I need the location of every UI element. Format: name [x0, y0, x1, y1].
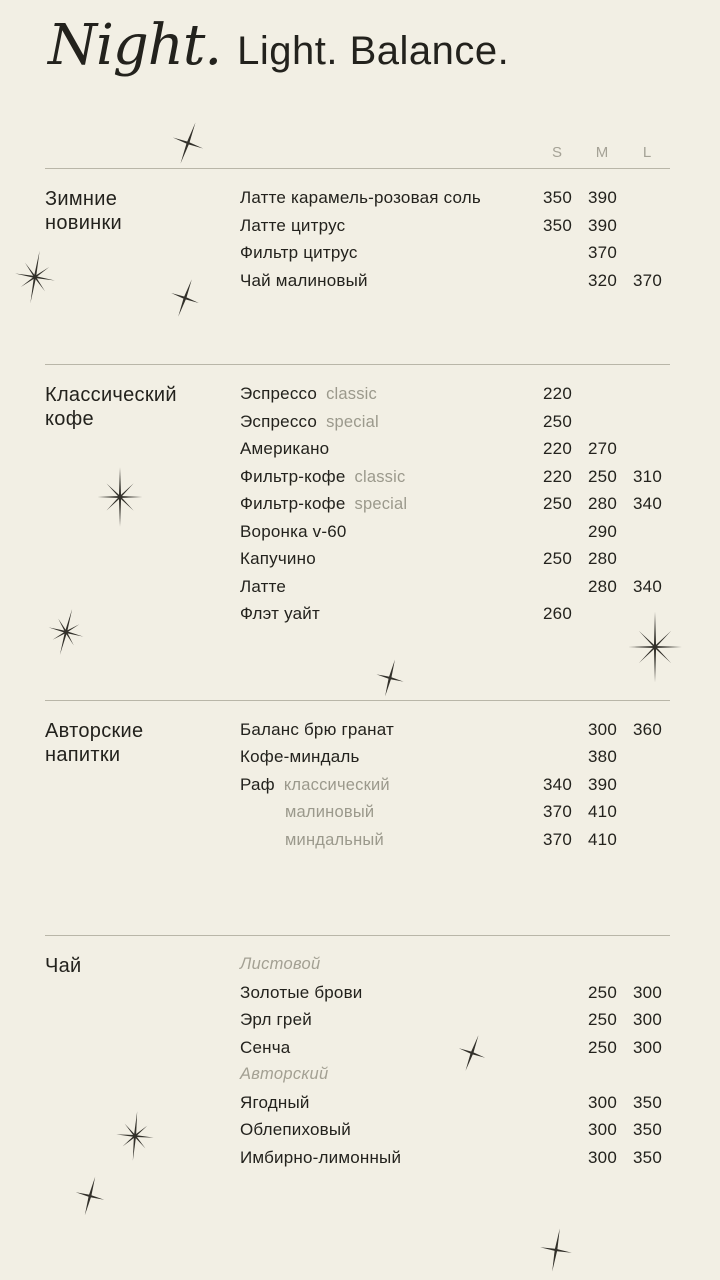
- price-cell: 390: [588, 188, 617, 207]
- price-cell: 250: [588, 1010, 617, 1029]
- menu-section: [45, 168, 670, 364]
- sparkle-icon: [533, 1227, 579, 1273]
- menu-item-row: [240, 1089, 670, 1117]
- menu-sections: [45, 168, 670, 1211]
- price-cell: 310: [633, 466, 662, 486]
- item-name-wrap: [240, 798, 535, 827]
- item-name: Имбирно-лимонный: [240, 1147, 402, 1167]
- menu-section: [45, 364, 670, 700]
- price-cell: 300: [588, 719, 617, 739]
- menu-item-row: [240, 1006, 670, 1034]
- item-variant: classic: [326, 385, 378, 403]
- item-name: Фильтр-кофе: [240, 494, 346, 513]
- menu-item-row: [240, 212, 670, 240]
- item-name-wrap: [240, 771, 535, 800]
- price-cell: 340: [633, 576, 662, 596]
- price-cell: 300: [588, 1092, 617, 1112]
- item-name: Эрл грей: [240, 1010, 312, 1029]
- menu-item-row: [240, 573, 670, 601]
- menu-item-row: [240, 1116, 670, 1144]
- item-name: Облепиховый: [240, 1120, 351, 1139]
- item-name-wrap: [240, 1034, 535, 1062]
- menu-item-row: [240, 716, 670, 744]
- size-column-s: S: [551, 144, 563, 161]
- item-name: Раф: [240, 774, 275, 794]
- item-name-wrap: [240, 435, 535, 463]
- price-cell: 220: [543, 466, 572, 486]
- item-name: Золотые брови: [240, 982, 363, 1002]
- item-name-wrap: [240, 1116, 535, 1144]
- price-cell: 250: [543, 549, 572, 568]
- price-cell: 340: [543, 774, 572, 794]
- price-cell: 270: [588, 439, 617, 458]
- item-name-wrap: [240, 573, 535, 601]
- item-name: Латте: [240, 576, 287, 596]
- menu-item-row: [240, 798, 670, 826]
- price-cell: 350: [543, 215, 572, 235]
- menu-item-row: [240, 771, 670, 799]
- menu-item-row: [240, 435, 670, 463]
- menu-table: [45, 120, 670, 1211]
- price-cell: 290: [588, 521, 617, 541]
- item-name: Баланс брю гранат: [240, 719, 395, 739]
- item-name: Капучино: [240, 549, 316, 568]
- section-items: [240, 380, 670, 628]
- size-column-m: M: [595, 144, 610, 161]
- price-cell: 350: [633, 1092, 662, 1112]
- price-cell: 340: [633, 494, 662, 513]
- price-cell: 250: [588, 466, 617, 486]
- menu-item-row: [240, 408, 670, 436]
- menu-item-row: [240, 380, 670, 408]
- price-cell: 260: [543, 604, 572, 623]
- item-name-wrap: [240, 239, 535, 267]
- item-name: Эспрессо: [240, 411, 318, 431]
- item-name: Американо: [240, 439, 330, 458]
- price-cell: 300: [633, 982, 662, 1002]
- item-name-wrap: [240, 490, 535, 519]
- menu-item-row: [240, 600, 670, 628]
- item-variant: малиновый: [285, 803, 375, 821]
- item-name-wrap: [240, 1089, 535, 1117]
- item-name-wrap: [240, 408, 535, 437]
- section-title: Зимние новинки: [45, 188, 123, 234]
- item-name-wrap: [240, 380, 535, 409]
- menu-item-row: [240, 490, 670, 518]
- price-cell: 350: [543, 188, 572, 207]
- item-name: Кофе-миндаль: [240, 747, 360, 766]
- item-name-wrap: [240, 826, 535, 855]
- menu-item-row: [240, 267, 670, 295]
- price-cell: 390: [588, 215, 617, 235]
- item-name-wrap: [240, 743, 535, 771]
- menu-item-row: [240, 518, 670, 546]
- item-name-wrap: [240, 463, 535, 492]
- item-name-wrap: [240, 518, 535, 546]
- subsection-label: Авторский: [240, 1065, 329, 1083]
- price-cell: 390: [588, 774, 617, 794]
- subsection-label: Листовой: [240, 955, 321, 973]
- menu-item-row: [240, 239, 670, 267]
- item-name: Фильтр цитрус: [240, 243, 358, 262]
- item-variant: special: [326, 412, 379, 431]
- item-name-wrap: [240, 545, 535, 573]
- item-name-wrap: [240, 600, 535, 628]
- price-cell: 250: [543, 411, 572, 431]
- menu-section: [45, 700, 670, 936]
- menu-item-row: [240, 463, 670, 491]
- item-name: Фильтр-кофе: [240, 466, 346, 486]
- price-cell: 300: [588, 1120, 617, 1139]
- price-cell: 410: [588, 802, 617, 821]
- price-cell: 250: [588, 1037, 617, 1057]
- price-cell: 380: [588, 747, 617, 766]
- item-name-wrap: [240, 979, 535, 1007]
- size-column-header: [45, 120, 670, 168]
- menu-item-row: [240, 1034, 670, 1062]
- brand-rest-words: Light. Balance.: [237, 29, 510, 73]
- price-cell: 300: [588, 1147, 617, 1167]
- price-cell: 320: [588, 270, 617, 290]
- price-cell: 370: [543, 802, 572, 821]
- item-name: Сенча: [240, 1037, 291, 1057]
- price-cell: 280: [588, 494, 617, 513]
- item-name: Латте цитрус: [240, 215, 346, 235]
- item-name-wrap: [240, 716, 535, 744]
- item-name-wrap: [240, 1144, 535, 1172]
- price-cell: 300: [633, 1037, 662, 1057]
- section-items: [240, 716, 670, 854]
- section-title: Авторские напитки: [45, 719, 144, 766]
- price-cell: 360: [633, 719, 662, 739]
- price-cell: 250: [543, 494, 572, 513]
- price-cell: 250: [588, 982, 617, 1002]
- item-name-wrap: [240, 212, 535, 240]
- menu-item-row: [240, 743, 670, 771]
- item-name: Воронка v-60: [240, 521, 347, 541]
- item-name: Флэт уайт: [240, 604, 320, 623]
- item-name: Эспрессо: [240, 384, 318, 403]
- item-variant: классический: [283, 775, 390, 794]
- item-name: Латте карамель-розовая соль: [240, 188, 481, 207]
- section-items: [240, 184, 670, 294]
- menu-item-row: [240, 1144, 670, 1172]
- item-variant: special: [354, 495, 408, 513]
- price-cell: 370: [543, 829, 572, 849]
- menu-item-row: [240, 826, 670, 854]
- price-cell: 410: [588, 829, 617, 849]
- brand-script-word: Night.: [48, 13, 222, 78]
- price-cell: 370: [633, 270, 662, 290]
- size-column-l: L: [642, 144, 653, 161]
- price-cell: 300: [633, 1010, 662, 1029]
- item-name: Чай малиновый: [240, 270, 368, 290]
- menu-item-row: [240, 979, 670, 1007]
- item-name: Ягодный: [240, 1092, 310, 1112]
- section-items: [240, 951, 670, 1171]
- menu-item-row: [240, 545, 670, 573]
- item-name-wrap: [240, 267, 535, 295]
- price-cell: 220: [543, 439, 572, 458]
- item-variant: миндальный: [285, 830, 384, 849]
- item-name-wrap: [240, 1006, 535, 1034]
- section-title: Чай: [45, 955, 82, 977]
- page-title: [48, 13, 510, 78]
- menu-section: [45, 935, 670, 1211]
- section-title: Классический кофе: [45, 384, 177, 430]
- menu-item-row: [240, 184, 670, 212]
- price-cell: 350: [633, 1147, 662, 1167]
- item-variant: classic: [354, 467, 406, 486]
- price-cell: 280: [588, 576, 617, 596]
- item-name-wrap: [240, 184, 535, 212]
- price-cell: 370: [588, 243, 617, 262]
- price-cell: 350: [633, 1120, 662, 1139]
- price-cell: 220: [543, 384, 572, 403]
- price-cell: 280: [588, 549, 617, 568]
